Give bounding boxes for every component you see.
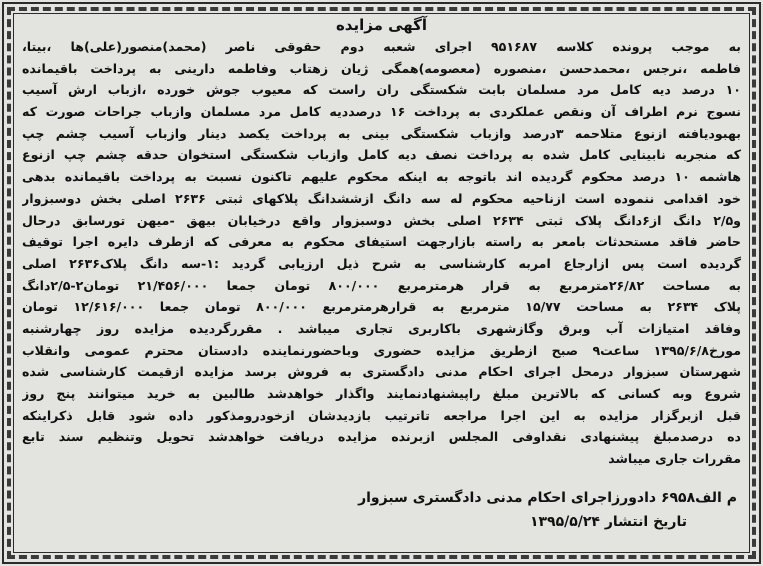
notice-line: هاشمه ۱۰ درصد محکوم گردیده اند باتوجه به اینکه محکوم علیهم تاکنون نسبت به پرداخت باقیمانده بدهی: [22, 169, 741, 185]
notice-line: فاطمه ،نرجس ،محمدحسن ،منصوره (معصومه)همگی ژیان زهتاب وفاطمه دارینی به پرداخت باقیمانده: [22, 60, 741, 76]
notice-line: قبل ازبرگزار مزایده به این اجرا مراجعه تاترتیب بازدیدشان ازخودرومذکور داده شود قابل ذکراینکه: [22, 407, 741, 423]
notice-line: خود اقدامی ننموده است ازناحیه محکوم له سه دانگ ازششدانگ پلاکهای ثبتی ۲۶۳۶ اصلی بخش دوسبزوار: [22, 190, 741, 206]
notice-line: مورخ۱۳۹۵/۶/۸ ساعت۹ صبح ازطریق مزایده حضوری وباحضورنماینده دادستان محترم عمومی وانقلاب: [22, 342, 741, 358]
notice-line: نسوج نرم اطراف آن ونقص عملکردی به پرداخت ۱۶ درصددیه کامل مرد مسلمان وازباب جراحات صورت که: [22, 104, 741, 120]
publish-date: تاریخ انتشار ۱۳۹۵/۵/۲۴: [529, 514, 687, 530]
notice-footer: [22, 486, 741, 534]
notice-line: ده درصدمبلغ پیشنهادی نقداوفی المجلس ازبرنده مزایده دریافت خواهدشد تحویل وتنظیم سند تابع: [22, 429, 741, 445]
notice-title: آگهی مزایده: [335, 16, 428, 34]
notice-content: [22, 14, 741, 470]
notice-line: به موجب پرونده کلاسه ۹۵۱۶۸۷ اجرای شعبه دوم حقوقی ناصر (محمد)منصور(علی)ها ،بیتا،: [22, 39, 741, 54]
notice-line: مقررات جاری میباشد: [608, 451, 741, 467]
notice-line: پلاک ۲۶۳۴ به مساحت ۱۵/۷۷ مترمربع به قرارهرمترمربع ۸۰۰/۰۰۰ تومان جمعا ۱۲/۶۱۶/۰۰۰ تومان: [22, 299, 741, 315]
notice-line: به مساحت ۲۶/۸۲مترمربع به قرار هرمترمربع ۸۰۰/۰۰۰ تومان جمعا ۲۱/۴۵۶/۰۰۰ تومان۲-۲/۵دانگ: [22, 277, 741, 293]
notice-line: گردیده است پس ازارجاع امربه کارشناسی به شرح ذیل ارزیابی گردید :۱-سه دانگ پلاک۲۶۳۶ اصلی: [22, 255, 741, 271]
notice-line: ۱۰ درصد دیه کامل مرد مسلمان بابت شکستگی ران راست که معیوب جوش خورده ،ازباب ارش آسیب: [22, 82, 741, 98]
notice-line: شروع وبه کسانی که بالاترین مبلغ راپیشنهادنمایند واگذار خواهدشد طالبین به خرید میتوانند پنج روز: [22, 386, 741, 401]
notice-line: شهرستان سبزوار درمحل اجرای احکام مدنی دادگستری به فروش برسد مزایده ازقیمت کارشناسی شده: [22, 364, 741, 380]
issuer-line: م الف۶۹۵۸ دادورزاجرای احکام مدنی دادگستری سبزوار: [358, 490, 737, 506]
notice-line: بهبودیافته ازنوع متلاحمه ۳درصد وازباب شکستگی بینی به پرداخت یکصد دینار وازباب آسیب چشم چپ: [22, 125, 741, 141]
notice-line: که منجربه نابینایی کامل شده به پرداخت نصف دیه کامل وازباب شکستگی استخوان حدقه چشم چپ ازنوع: [22, 147, 741, 163]
notice-line: و۲/۵ دانگ از۶دانگ پلاک ثبتی ۲۶۳۴ اصلی بخش دوسبزوار واقع درخیابان بیهق -میهن تورسابق درحال: [22, 212, 741, 228]
notice-line: حاضر فاقد مستحدثات بامعر به راسته بازارجهت استیفای محکوم به معرفی که ازطرف دایره اجرا توقیف: [22, 234, 741, 250]
notice-body: [22, 36, 741, 470]
notice-line: وفاقد امتیازات آب وبرق وگازشهری باکاربری تجاری میباشد . مقررگردیده مزایده روز چهارشنبه: [22, 320, 741, 336]
